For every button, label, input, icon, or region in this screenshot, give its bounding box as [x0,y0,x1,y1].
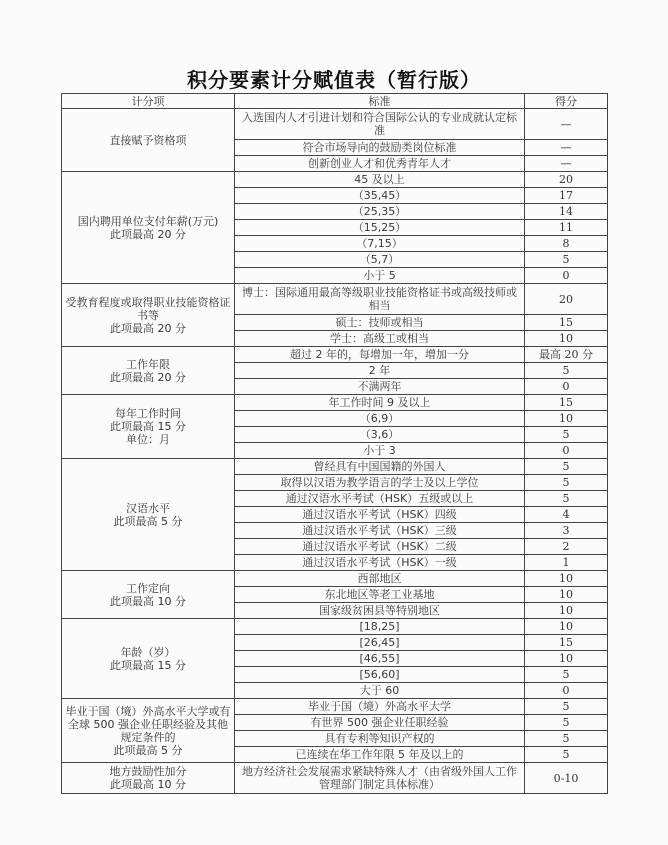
criteria-cell: 通过汉语水平考试（HSK）三级 [235,523,525,539]
criteria-cell: 创新创业人才和优秀青年人才 [235,156,525,172]
criteria-cell: 博士：国际通用最高等级职业技能资格证书或高级技师或相当 [235,284,525,315]
criteria-cell: 曾经具有中国国籍的外国人 [235,459,525,475]
score-cell: 5 [525,699,608,715]
score-cell: 10 [525,411,608,427]
header-score: 得分 [525,94,608,109]
score-cell: 4 [525,507,608,523]
score-cell: — [525,156,608,172]
score-cell: 5 [525,667,608,683]
score-cell: 15 [525,635,608,651]
category-label-line: 此项最高 20 分 [110,321,186,335]
table-row [62,699,608,715]
score-cell: 8 [525,236,608,252]
score-cell: 0 [525,443,608,459]
category-label-line: 汉语水平 [126,501,170,515]
score-cell: 5 [525,731,608,747]
score-cell: 15 [525,315,608,331]
score-cell: 10 [525,619,608,635]
criteria-cell: 小于 3 [235,443,525,459]
criteria-cell: 国家级贫困县等特别地区 [235,603,525,619]
category-cell [62,459,235,571]
score-cell: 5 [525,475,608,491]
score-cell: 10 [525,603,608,619]
table-row [62,109,608,140]
criteria-cell: 学士：高级工或相当 [235,331,525,347]
category-cell [62,699,235,763]
criteria-cell: 已连续在华工作年限 5 年及以上的 [235,747,525,763]
category-label-line: 此项最高 15 分 [110,420,186,433]
criteria-cell: （5,7） [235,252,525,268]
category-label-line: 此项最高 10 分 [110,778,186,791]
category-cell [62,109,235,172]
criteria-cell: 通过汉语水平考试（HSK）四级 [235,507,525,523]
category-label-line: 受教育程度或取得职业技能资格证书等 [65,295,231,322]
criteria-cell: 具有专利等知识产权的 [235,731,525,747]
score-cell: 5 [525,252,608,268]
score-cell: 3 [525,523,608,539]
criteria-cell: 通过汉语水平考试（HSK）五级或以上 [235,491,525,507]
criteria-cell: 45 及以上 [235,172,525,188]
category-label-line: 年龄（岁） [120,645,176,659]
category-label-line: 此项最高 5 分 [113,743,183,757]
score-cell: 20 [525,284,608,315]
score-cell: 0 [525,683,608,699]
criteria-cell: （15,25） [235,220,525,236]
category-label-line: 地方鼓励性加分 [109,765,187,778]
category-cell [62,172,235,284]
criteria-cell: 东北地区等老工业基地 [235,587,525,603]
document-title: 积分要素计分赋值表（暂行版） [187,68,481,92]
criteria-cell: 有世界 500 强企业任职经验 [235,715,525,731]
table-row [62,619,608,635]
score-cell: 17 [525,188,608,204]
score-cell: 1 [525,555,608,571]
score-cell: 0 [525,268,608,284]
criteria-cell: 大于 60 [235,683,525,699]
category-label-line: 工作年限 [126,357,170,371]
table-row [62,459,608,475]
score-cell: 5 [525,459,608,475]
category-cell [62,571,235,619]
table-row [62,284,608,315]
table-row [62,763,608,794]
scoring-table [61,93,608,794]
criteria-cell: [56,60] [235,667,525,683]
criteria-cell: 2 年 [235,363,525,379]
category-label-line: 毕业于国（境）外高水平大学或有全球 500 强企业任职经验及其他规定条件的 [65,704,231,744]
category-label-line: 此项最高 15 分 [110,658,186,672]
score-cell: 10 [525,651,608,667]
header-category: 计分项 [62,94,235,109]
table-header-row [62,94,608,109]
score-cell: 20 [525,172,608,188]
category-label-line: 直接赋予资格项 [109,133,187,147]
category-label-line: 工作定向 [126,581,170,595]
category-label-line: 单位：月 [126,433,170,446]
score-cell: 15 [525,395,608,411]
criteria-cell: [18,25] [235,619,525,635]
score-cell: 0 [525,379,608,395]
category-label-line: 此项最高 5 分 [113,514,183,528]
table-row [62,347,608,363]
score-cell: 5 [525,427,608,443]
table-row [62,395,608,411]
category-label-line: 每年工作时间 [115,407,181,420]
category-cell [62,619,235,699]
category-label-line: 国内聘用单位支付年薪(万元) [77,214,219,228]
criteria-cell: 取得以汉语为教学语言的学士及以上学位 [235,475,525,491]
table-row [62,571,608,587]
criteria-cell: （3,6） [235,427,525,443]
criteria-cell: 毕业于国（境）外高水平大学 [235,699,525,715]
score-cell: 10 [525,587,608,603]
score-cell: 5 [525,363,608,379]
criteria-cell: 通过汉语水平考试（HSK）一级 [235,555,525,571]
category-cell [62,284,235,347]
score-cell: 5 [525,715,608,731]
criteria-cell: 西部地区 [235,571,525,587]
category-label-line: 此项最高 20 分 [110,370,186,384]
criteria-cell: （7,15） [235,236,525,252]
criteria-cell: （6,9） [235,411,525,427]
score-cell: 最高 20 分 [525,347,608,363]
criteria-cell: 地方经济社会发展需求紧缺特殊人才（由省级外国人工作管理部门制定具体标准） [235,763,525,794]
header-criteria: 标准 [235,94,525,109]
category-label-line: 此项最高 20 分 [110,227,186,241]
criteria-cell: 小于 5 [235,268,525,284]
criteria-cell: 超过 2 年的，每增加一年，增加一分 [235,347,525,363]
category-cell [62,395,235,459]
criteria-cell: （25,35） [235,204,525,220]
score-cell: — [525,109,608,140]
criteria-cell: 入选国内人才引进计划和符合国际公认的专业成就认定标准 [235,109,525,140]
score-cell: — [525,140,608,156]
table-body [62,109,608,794]
criteria-cell: （35,45） [235,188,525,204]
criteria-cell: 通过汉语水平考试（HSK）二级 [235,539,525,555]
score-cell: 5 [525,747,608,763]
score-cell: 10 [525,571,608,587]
criteria-cell: 年工作时间 9 及以上 [235,395,525,411]
score-cell: 0-10 [525,763,608,794]
criteria-cell: [26,45] [235,635,525,651]
criteria-cell: 符合市场导向的鼓励类岗位标准 [235,140,525,156]
score-cell: 10 [525,331,608,347]
score-cell: 2 [525,539,608,555]
criteria-cell: [46,55] [235,651,525,667]
criteria-cell: 不满两年 [235,379,525,395]
score-cell: 14 [525,204,608,220]
score-cell: 11 [525,220,608,236]
category-cell [62,347,235,395]
score-cell: 5 [525,491,608,507]
table-row [62,172,608,188]
criteria-cell: 硕士：技师或相当 [235,315,525,331]
category-cell [62,763,235,794]
category-label-line: 此项最高 10 分 [110,594,186,608]
